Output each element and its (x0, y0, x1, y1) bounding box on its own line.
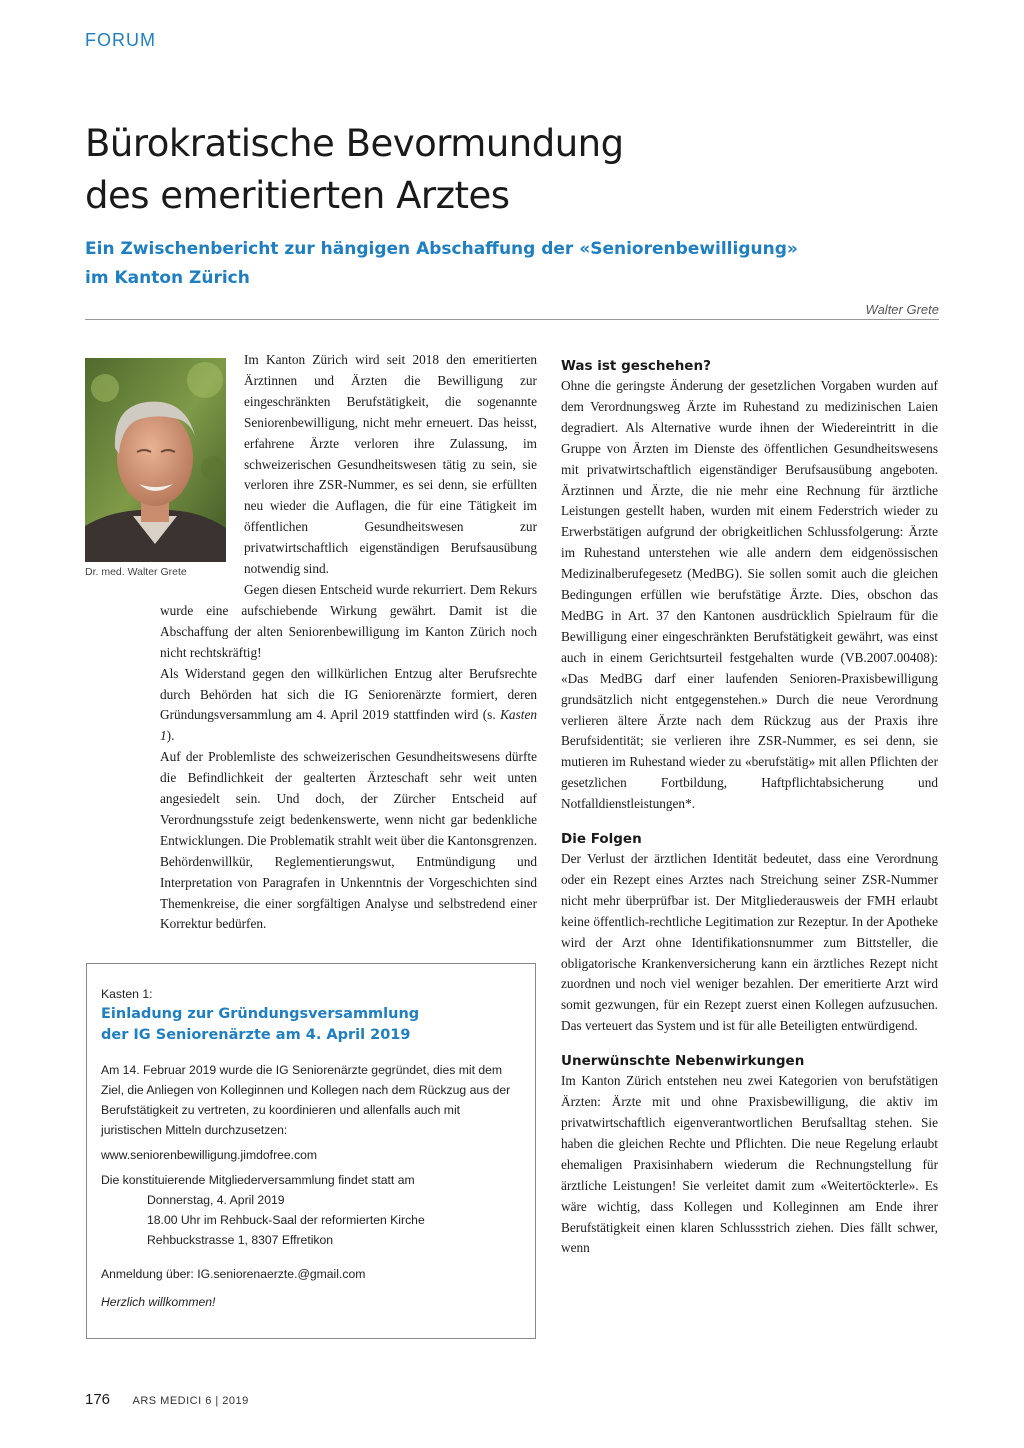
title-line-2: des emeritierten Arztes (85, 174, 510, 217)
page-footer (85, 1391, 249, 1409)
box-paragraph-1: Am 14. Februar 2019 wurde die IG Seniorenärzte gegründet, dies mit dem Ziel, die Anliegen von Kolleginnen und Kollegen nach dem Rückzug aus der Berufstätigkeit zu vertreten, zu koordinieren und allenfalls auch mit juristischen Mitteln durchzusetzen: (101, 1063, 511, 1137)
photo-spacer (160, 350, 244, 580)
intro-paragraph-2: Gegen diesen Entscheid wurde rekurriert. Dem Rekurs wurde eine aufschiebende Wirkung gewährt. Damit ist die Abschaffung der alten Seniorenbewilligung im Kanton Zürich noch nicht rechtskräftig! (160, 581, 537, 660)
box-registration: Anmeldung über: IG.seniorenaerzte.@gmail.com (101, 1267, 366, 1281)
heading-was-ist-geschehen: Was ist geschehen? (561, 358, 711, 374)
was-paragraph: Ohne die geringste Änderung der gesetzlichen Vorgaben wurden auf dem Verordnungsweg Ärzte im Ruhestand zu medizinischen Laien degradiert. Als Alternative wurde ihnen der Wiedereintritt in die Gruppe von Ärzten im Dienste des öffentlichen Gesundheitswesens mit privatwirtschaftlich eigenständiger Berufsausübung angeboten. Ärztinnen und Ärzte, die nie mehr eine Rechnung für ärztliche Leistungen gestellt haben, wurden mit einem Federstrich wieder zu Erwerbstätigen aufgrund der obrigkeitlichen Schlussfolgerung: Ärzte im Ruhestand unterstehen wie alle andern dem eidgenössischen Medizinalberufegesetz (MedBG). Sie sollen somit auch die gleichen Bedingungen erfüllen wie berufstätige Ärzte. Dies, obschon das MedBG in Art. 37 den Kantonen ausdrücklich Spielraum für die Bewilligung einer eingeschränkten Berufstätigkeit gewährt, was einst auch in einem Gerichtsurteil festgehalten wurde (VB.2007.00408): «Das MedBG darf einer laufenden Senioren-Praxisbewilligung grundsätzlich nicht entgegenstehen.» Durch die neue Verordnung verlieren ältere Ärzte nach dem Rückzug aus der Praxis ihre Berufsidentität; sie verlieren ihre ZSR-Nummer, es sei denn, sie mutieren im Ruhestand wieder zu «berufstätig» mit allen Pflichten der gesetzlichen Fortbildung, Haftpflichtabsicherung und Notfalldienstleistungen*. (561, 378, 938, 812)
box-date: Donnerstag, 4. April 2019 (147, 1193, 285, 1207)
box-website: www.seniorenbewilligung.jimdofree.com (101, 1148, 318, 1162)
title-line-1: Bürokratische Bevormundung (85, 122, 624, 165)
page-number: 176 (85, 1391, 111, 1408)
info-box (86, 963, 536, 1339)
folgen-paragraph: Der Verlust der ärztlichen Identität bedeutet, dass eine Verordnung oder ein Rezept eines Arztes nach Streichung seiner ZSR-Nummer nicht mehr überprüfbar ist. Der Mitgliederausweis der FMH erlaubt keine öffentlich-rechtliche Legitimation zur Rezeptur. In der Apotheke wird der Arzt ohne Identifikationsnummer zum Bittsteller, die obligatorische Krankenversicherung kann ein ärztliches Rezept nicht zuordnen und noch viel weniger bezahlen. Der emeritierte Arzt wird somit gezwungen, für ein Rezept zuerst einen Kollegen aufzusuchen. Das verteuert das System und ist für alle Beteiligten entwürdigend. (561, 851, 938, 1034)
section-label: FORUM (85, 30, 156, 50)
box-title (101, 1004, 521, 1046)
kasten-reference: Kasten 1 (160, 707, 537, 744)
intro-paragraph-1: Im Kanton Zürich wird seit 2018 den emeritierten Ärztinnen und Ärzten die Bewilligung zur eingeschränkten Berufstätigkeit, die sogenannte Seniorenbewilligung, nicht mehr erneuert. Das heisst, erfahrene Ärzte verloren ihre Zulassung, im schweizerischen Gesundheitswesen tätig zu sein, sie verloren ihre ZSR-Nummer, es sei denn, sie erfüllten neu wieder die Auflagen, die für eine Tätigkeit im öffentlichen Gesundheitswesen zur privatwirtschaftlich eigenständigen Berufsausübung notwendig sind. (244, 352, 537, 577)
intro-paragraph-3-text: Als Widerstand gegen den willkürlichen Entzug alter Berufsrechte durch Behörden hat sich die IG Seniorenärzte formiert, deren Gründungsversammlung am 4. April 2019 stattfinden wird (s. (160, 665, 537, 723)
article-subtitle (85, 235, 945, 293)
nebenwirkungen-paragraph: Im Kanton Zürich entstehen neu zwei Kategorien von berufstätigen Ärzten: Ärzte mit und ohne Praxisbewilligung, die aktiv im privatwirtschaftlich eigenverantwortlichen Berufsalltag stehen. Sie haben die gleichen Rechte und Pflichten. Die neue Regelung erlaubt ehemaligen Praxisinhabern wiederum die Rechnungstellung für ärztliche Leistungen! Sie verleitet damit zum «Weitertöckterle». Es wäre wichtig, dass Kollegen und Kolleginnen am Ende ihrer Berufstätigkeit einen klaren Schlussstrich ziehen. Dies fällt schwer, wenn (561, 1073, 938, 1256)
main-column (561, 356, 938, 1259)
box-title-line-2: der IG Seniorenärzte am 4. April 2019 (101, 1027, 411, 1043)
author-name: Walter Grete (865, 302, 939, 317)
header-divider (85, 319, 939, 320)
intro-column (160, 350, 537, 935)
box-welcome: Herzlich willkommen! (101, 1295, 216, 1309)
subtitle-line-2: im Kanton Zürich (85, 268, 250, 288)
box-title-line-1: Einladung zur Gründungsversammlung (101, 1006, 420, 1022)
intro-paragraph-4: Auf der Problemliste des schweizerischen Gesundheitswesens dürfte die Befindlichkeit der gealterten Ärzteschaft sehr weit unten angesiedelt sein. Und doch, der Zürcher Entscheid auf Verordnungsstufe zeigt bedenkenswerte, wenn nicht gar bedenkliche Entwicklungen. Die Problematik strahlt weit über die Kantonsgrenzen. Behördenwillkür, Reglementierungswut, Entmündigung und Interpretation von Paragrafen in Unkenntnis der Vorgeschichten sind Themenkreise, die einer sorgfältigen Analyse und selbstredend einer Korrektur bedürfen. (160, 749, 538, 932)
heading-nebenwirkungen: Unerwünschte Nebenwirkungen (561, 1053, 805, 1070)
box-paragraph-2: Die konstituierende Mitgliederversammlung findet statt am (101, 1173, 415, 1187)
box-label: Kasten 1: (101, 987, 153, 1001)
box-address: Rehbuckstrasse 1, 8307 Effretikon (147, 1233, 334, 1247)
intro-paragraph-3 (160, 664, 537, 748)
intro-paragraph-3-end: ). (166, 728, 175, 744)
heading-die-folgen: Die Folgen (561, 831, 642, 848)
photo-caption: Dr. med. Walter Grete (85, 566, 187, 578)
article-title (85, 118, 945, 222)
subtitle-line-1: Ein Zwischenbericht zur hängigen Abschaffung der «Seniorenbewilligung» (85, 239, 798, 259)
journal-name: ARS MEDICI 6 | 2019 (132, 1395, 249, 1407)
box-time-place: 18.00 Uhr im Rehbuck-Saal der reformierten Kirche (147, 1213, 425, 1227)
